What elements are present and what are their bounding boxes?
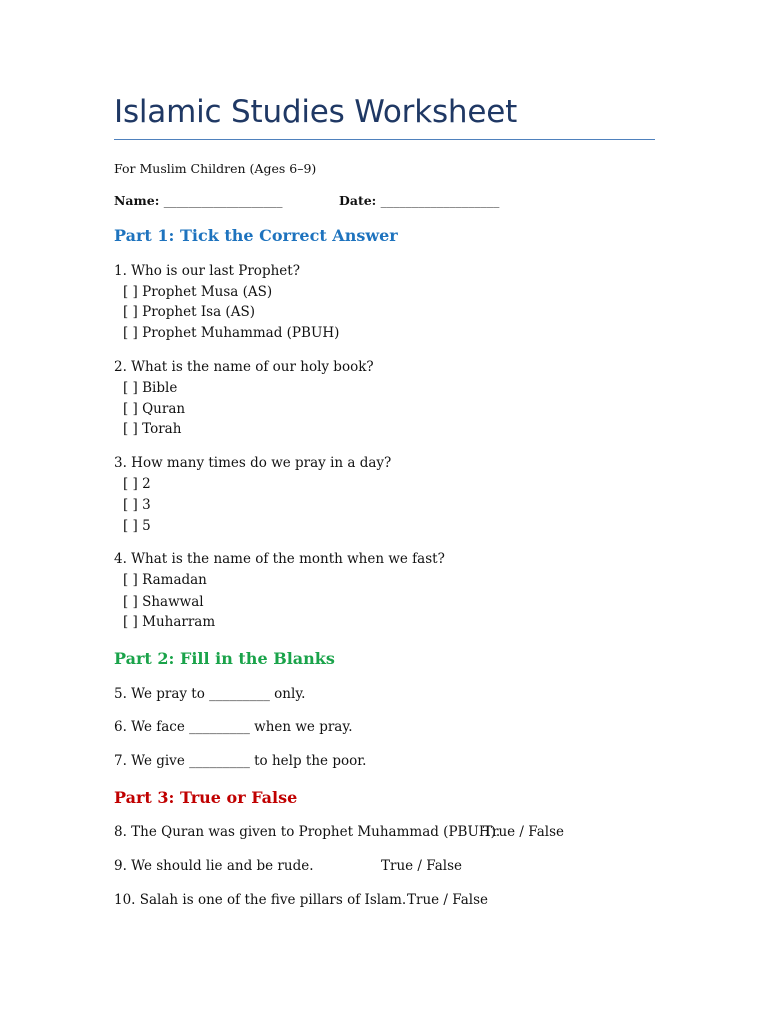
q1-option-1: [ ] Prophet Musa (AS) <box>123 284 273 300</box>
q3-option-1: [ ] 2 <box>123 476 151 492</box>
date-blank: ___________________ <box>380 193 500 208</box>
q1-option-3: [ ] Prophet Muhammad (PBUH) <box>123 325 340 341</box>
q3-option-2: [ ] 3 <box>123 497 151 513</box>
q3-option-3: [ ] 5 <box>123 518 151 534</box>
subtitle: For Muslim Children (Ages 6–9) <box>114 161 317 176</box>
q2-option-2: [ ] Quran <box>123 401 186 417</box>
question-7: 7. We give _________ to help the poor. <box>114 753 367 769</box>
date-label: Date: <box>339 193 377 208</box>
date-field <box>339 193 499 208</box>
q2-option-1: [ ] Bible <box>123 380 178 396</box>
question-8-true-false: True / False <box>483 824 565 840</box>
part2-heading: Part 2: Fill in the Blanks <box>114 649 335 668</box>
q4-option-1: [ ] Ramadan <box>123 572 207 588</box>
q2-option-3: [ ] Torah <box>123 421 182 437</box>
q4-option-3: [ ] Muharram <box>123 614 216 630</box>
question-8: 8. The Quran was given to Prophet Muhammad (PBUH). <box>114 824 501 840</box>
q4-option-2: [ ] Shawwal <box>123 594 204 610</box>
part3-heading: Part 3: True or False <box>114 788 298 807</box>
part1-heading: Part 1: Tick the Correct Answer <box>114 226 398 245</box>
question-9: 9. We should lie and be rude. <box>114 858 314 874</box>
question-2: 2. What is the name of our holy book? <box>114 359 374 375</box>
question-4: 4. What is the name of the month when we fast? <box>114 551 445 567</box>
name-blank: ___________________ <box>163 193 283 208</box>
page-title: Islamic Studies Worksheet <box>114 94 518 130</box>
title-underline <box>114 139 655 140</box>
question-6: 6. We face _________ when we pray. <box>114 719 353 735</box>
question-1: 1. Who is our last Prophet? <box>114 263 300 279</box>
name-label: Name: <box>114 193 160 208</box>
question-10-true-false: True / False <box>407 892 489 908</box>
name-field <box>114 193 282 208</box>
question-3: 3. How many times do we pray in a day? <box>114 455 392 471</box>
question-5: 5. We pray to _________ only. <box>114 686 306 702</box>
question-10: 10. Salah is one of the five pillars of Islam. <box>114 892 407 908</box>
q1-option-2: [ ] Prophet Isa (AS) <box>123 304 255 320</box>
question-9-true-false: True / False <box>381 858 463 874</box>
